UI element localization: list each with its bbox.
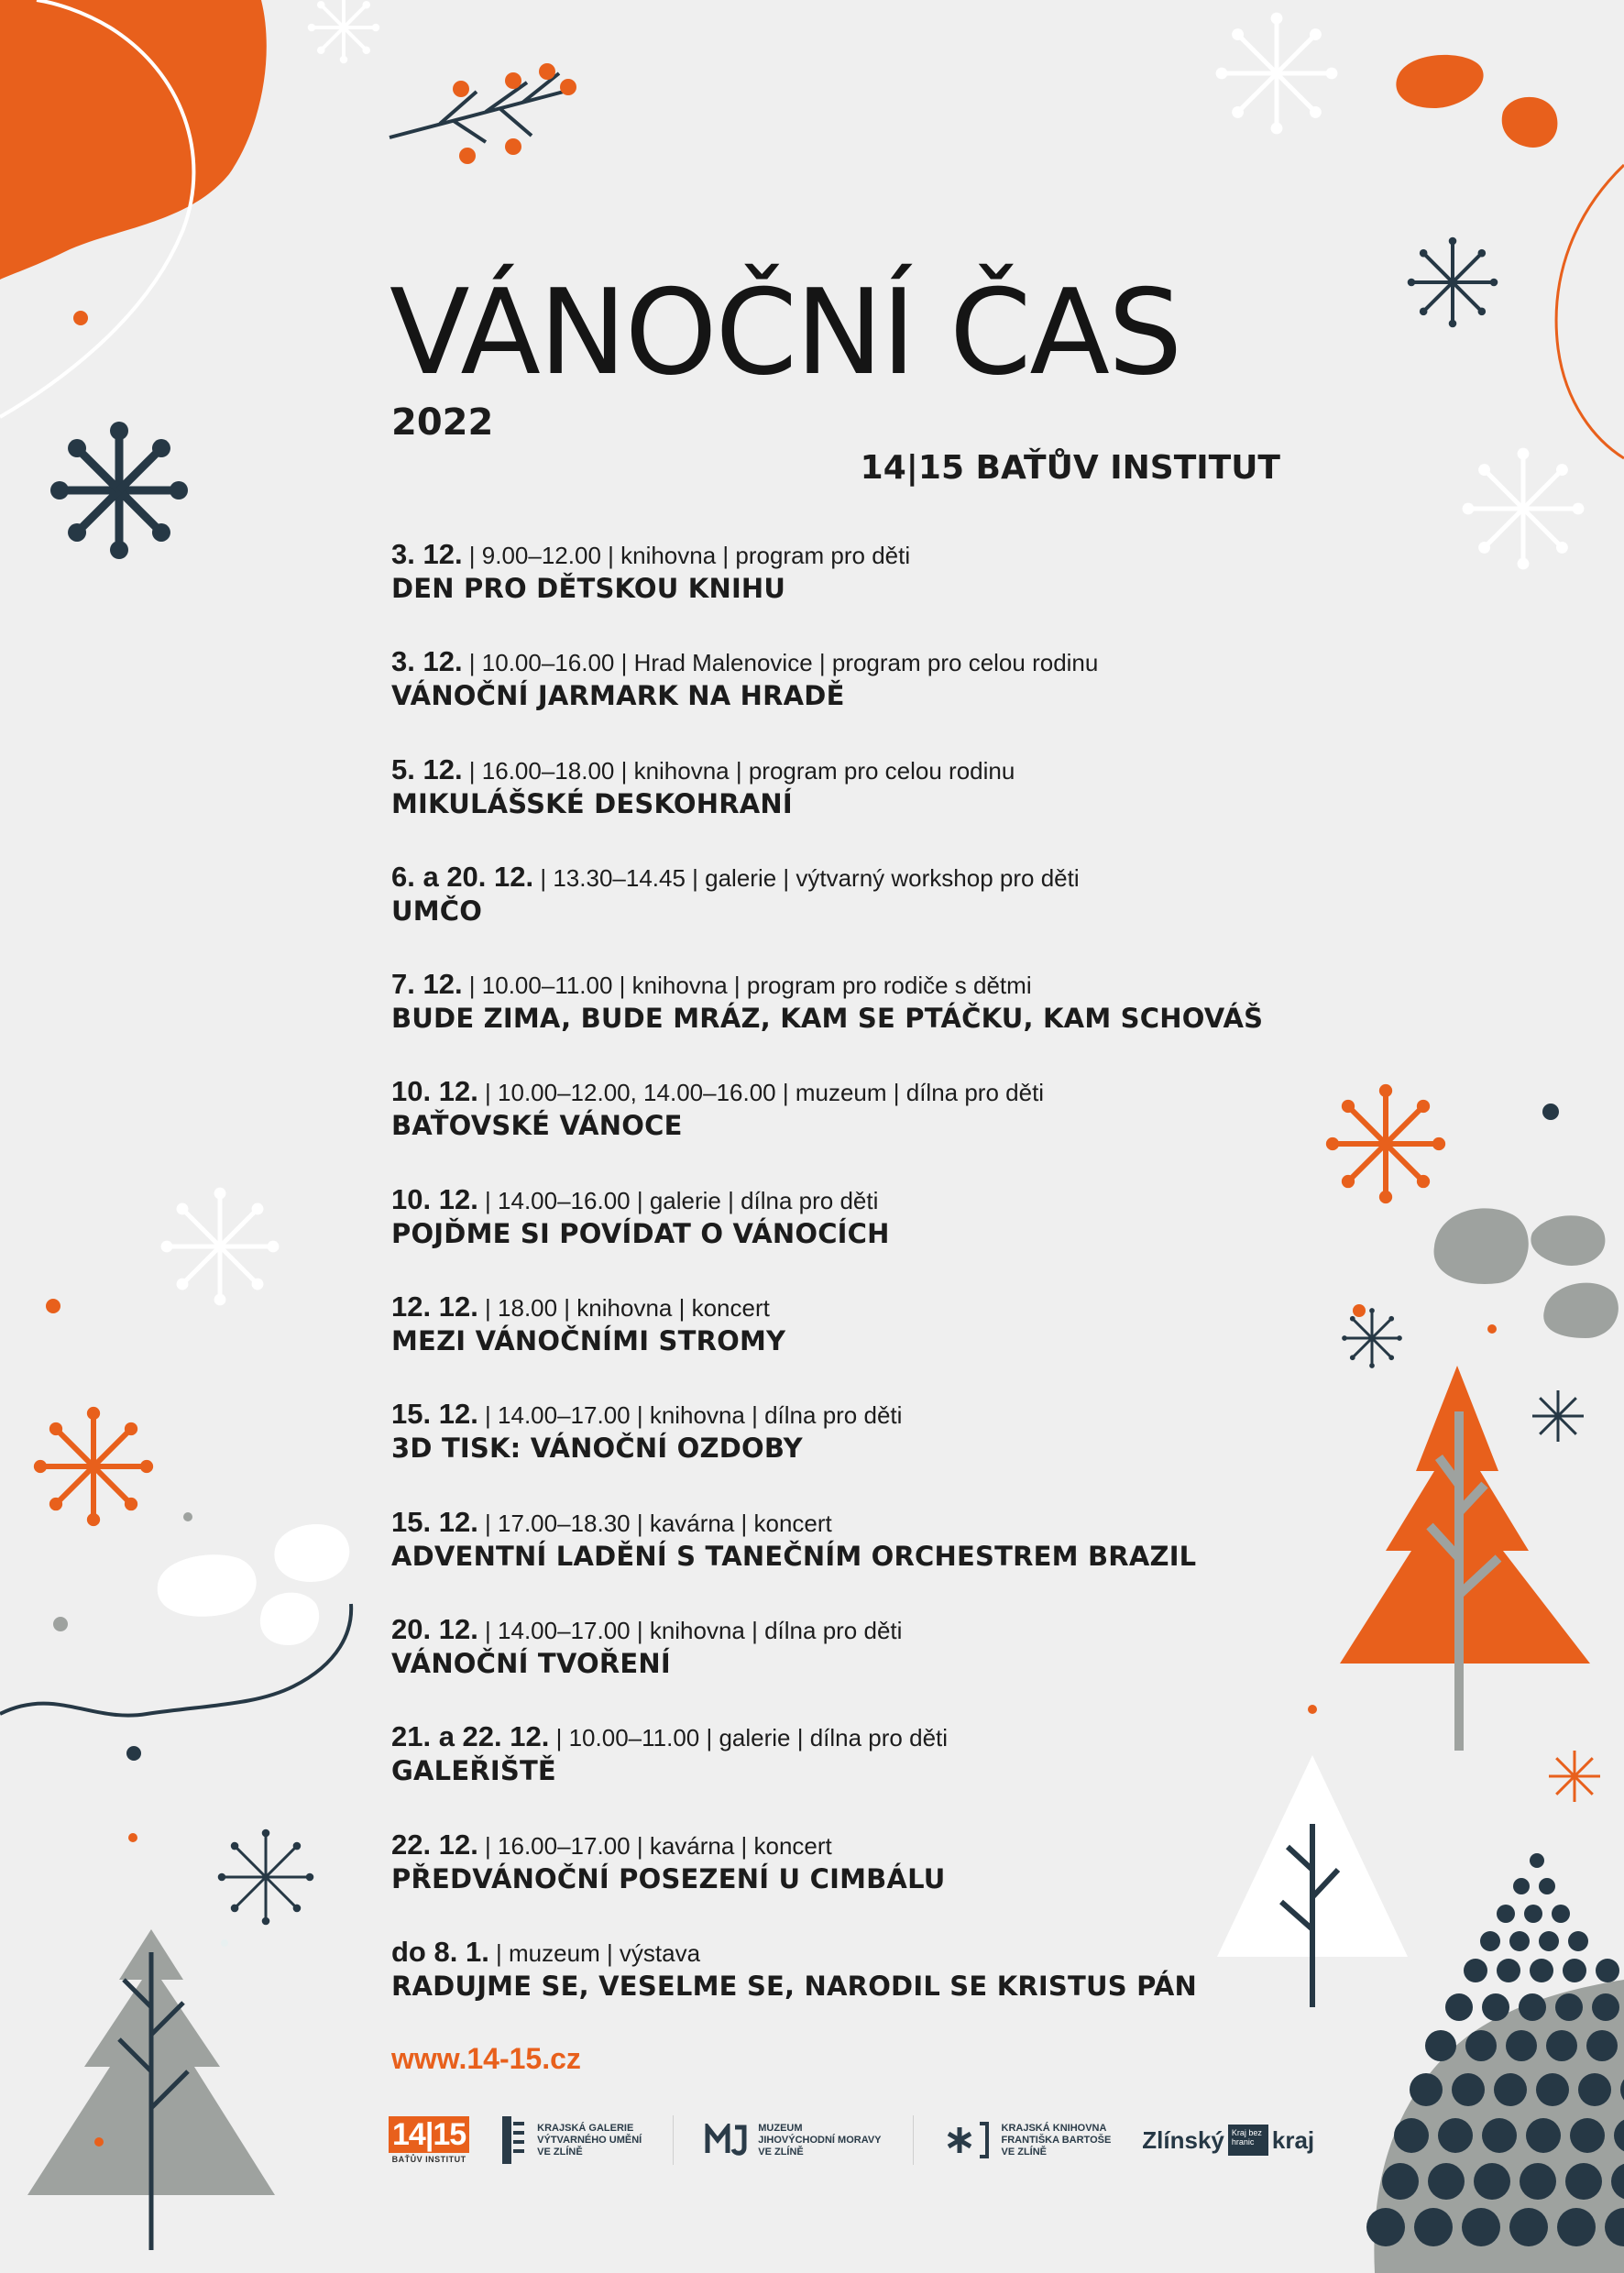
snowflake-icon <box>1463 448 1585 570</box>
orange-blob-top-left <box>0 0 267 280</box>
event-date: 7. 12. <box>391 968 463 1001</box>
pattern-dot <box>1452 2073 1485 2106</box>
event-item <box>391 1720 1262 1830</box>
pattern-dot <box>1474 2163 1510 2200</box>
event-meta <box>391 1182 1262 1215</box>
pattern-dot <box>1539 1878 1555 1894</box>
event-meta <box>391 968 1262 1001</box>
pattern-dot <box>1509 2208 1548 2246</box>
galerie-logo-text: KRAJSKÁ GALERIE VÝTVARNÉHO UMĚNÍ VE ZLÍNĚ <box>537 2122 642 2158</box>
event-date: 10. 12. <box>391 1075 478 1108</box>
event-details: | 16.00–18.00 | knihovna | program pro celou rodinu <box>468 756 1015 785</box>
kraj-right: kraj <box>1271 2125 1315 2154</box>
event-date: 20. 12. <box>391 1612 478 1645</box>
event-meta <box>391 1720 1262 1753</box>
knihovna-icon <box>945 2120 991 2160</box>
event-meta <box>391 645 1262 678</box>
event-meta <box>391 752 1262 785</box>
event-item <box>391 1828 1262 1938</box>
event-date: 10. 12. <box>391 1182 478 1215</box>
event-item <box>391 1400 1262 1508</box>
white-stone-3 <box>260 1593 319 1645</box>
event-details: | 16.00–17.00 | kavárna | koncert <box>485 1831 832 1860</box>
orange-blob-top-right-2 <box>1502 97 1558 148</box>
grey-stone-2 <box>1531 1215 1605 1266</box>
event-item <box>391 538 1262 648</box>
event-title: BAŤOVSKÉ VÁNOCE <box>391 1110 683 1142</box>
pattern-dot <box>1394 2118 1429 2153</box>
event-meta <box>391 1935 1262 1968</box>
galerie-logo <box>500 2116 642 2164</box>
pattern-dot <box>1592 1993 1619 2021</box>
event-item <box>391 1935 1262 2046</box>
white-stone-2 <box>274 1524 349 1582</box>
event-title: MIKULÁŠSKÉ DESKOHRANÍ <box>391 787 793 819</box>
event-meta <box>391 1290 1262 1323</box>
snowflake-icon <box>218 1829 314 1926</box>
pattern-dot <box>1530 1959 1553 1982</box>
pattern-dot <box>1425 2030 1456 2061</box>
event-item <box>391 860 1262 971</box>
pattern-dot <box>1480 1931 1500 1951</box>
pattern-dot <box>1513 1878 1530 1894</box>
event-title: RADUJME SE, VESELME SE, NARODIL SE KRISTUS PÁN <box>391 1970 1197 2002</box>
event-title: GALEŘIŠTĚ <box>391 1755 556 1787</box>
muzeum-logo-text: MUZEUM JIHOVÝCHODNÍ MORAVY VE ZLÍNĚ <box>758 2122 882 2158</box>
event-meta <box>391 1075 1262 1108</box>
event-details: | muzeum | výstava <box>496 1938 701 1967</box>
pattern-dot <box>1552 1905 1570 1923</box>
white-stone-1 <box>158 1554 257 1617</box>
event-item <box>391 1075 1262 1185</box>
pattern-dot <box>1536 2073 1569 2106</box>
event-details: | 10.00–16.00 | Hrad Malenovice | program pro celou rodinu <box>468 649 1099 677</box>
event-item <box>391 968 1264 1078</box>
event-title: ADVENTNÍ LADĚNÍ S TANEČNÍM ORCHESTREM BRAZIL <box>391 1540 1197 1572</box>
zlinsky-kraj-logo <box>1142 2125 1314 2156</box>
pattern-dot <box>1530 1853 1544 1868</box>
event-item <box>391 1290 1262 1400</box>
pattern-dot <box>1497 1959 1520 1982</box>
event-details: | 10.00–12.00, 14.00–16.00 | muzeum | dílna pro děti <box>485 1079 1045 1107</box>
event-item <box>391 752 1262 863</box>
event-title: VÁNOČNÍ JARMARK NA HRADĚ <box>391 680 845 712</box>
event-meta <box>391 1612 1262 1645</box>
pattern-dot <box>1546 2030 1577 2061</box>
event-title: PŘEDVÁNOČNÍ POSEZENÍ U CIMBÁLU <box>391 1862 946 1894</box>
event-title: DEN PRO DĚTSKOU KNIHU <box>391 573 786 604</box>
snowflake-icon <box>1532 1390 1584 1442</box>
event-date: 5. 12. <box>391 752 463 785</box>
pattern-dot <box>1464 1959 1487 1982</box>
pattern-dot <box>1563 1959 1586 1982</box>
logo-divider <box>673 2115 674 2165</box>
pattern-dot <box>1520 2163 1556 2200</box>
kraj-box: Kraj bez hranic <box>1228 2125 1268 2156</box>
pattern-dot <box>1506 2030 1537 2061</box>
event-details: | 13.30–14.45 | galerie | výtvarný workshop pro děti <box>540 863 1080 892</box>
berry-branch <box>390 73 564 142</box>
event-title: 3D TISK: VÁNOČNÍ OZDOBY <box>391 1433 803 1465</box>
grey-stone-3 <box>1543 1283 1619 1338</box>
event-date: 15. 12. <box>391 1505 478 1538</box>
pattern-dot <box>1557 2208 1596 2246</box>
pattern-dot <box>1382 2163 1419 2200</box>
venue-name: 14|15 BAŤŮV INSTITUT <box>860 449 1280 487</box>
orange-blob-top-right-1 <box>1396 55 1483 108</box>
event-details: | 18.00 | knihovna | koncert <box>485 1294 770 1323</box>
berries <box>453 63 576 164</box>
website-link[interactable]: www.14-15.cz <box>391 2042 581 2075</box>
event-date: do 8. 1. <box>391 1935 489 1968</box>
pattern-dot <box>1438 2118 1473 2153</box>
event-details: | 14.00–17.00 | knihovna | dílna pro děti <box>485 1616 903 1644</box>
pattern-dot <box>1570 2118 1605 2153</box>
event-details: | 17.00–18.30 | kavárna | koncert <box>485 1509 832 1537</box>
kraj-left: Zlínský <box>1142 2125 1224 2154</box>
event-meta <box>391 538 1262 570</box>
snowflake-icon <box>1342 1308 1402 1368</box>
event-date: 3. 12. <box>391 645 463 678</box>
snowflake-icon <box>1408 237 1498 328</box>
event-date: 3. 12. <box>391 538 463 570</box>
pattern-dot <box>1482 2118 1517 2153</box>
event-meta <box>391 1400 1262 1429</box>
logo-divider <box>913 2115 914 2165</box>
event-meta <box>391 1505 1262 1538</box>
snowflake-icon <box>308 0 380 63</box>
event-date: 15. 12. <box>391 1398 478 1431</box>
event-date: 21. a 22. 12. <box>391 1720 550 1753</box>
grey-stone-1 <box>1434 1208 1529 1284</box>
pattern-dot <box>1497 1905 1515 1923</box>
pattern-dot <box>1526 2118 1561 2153</box>
orange-dot <box>73 311 88 325</box>
event-title: VÁNOČNÍ TVOŘENÍ <box>391 1647 671 1679</box>
event-date: 12. 12. <box>391 1290 478 1323</box>
pattern-dot <box>1555 1993 1583 2021</box>
pattern-dot <box>1509 1931 1530 1951</box>
snowflake-icon <box>50 422 188 559</box>
snowflake-icon <box>1549 1751 1600 1802</box>
event-date: 6. a 20. 12. <box>391 860 534 893</box>
pattern-dot <box>1586 2030 1618 2061</box>
event-item <box>391 1612 1262 1723</box>
event-date: 22. 12. <box>391 1828 478 1861</box>
batuv-institut-logo <box>389 2116 469 2164</box>
pattern-dot <box>1410 2073 1443 2106</box>
pattern-dot <box>1428 2163 1465 2200</box>
event-meta <box>391 1828 1262 1861</box>
event-details: | 14.00–16.00 | galerie | dílna pro děti <box>485 1186 879 1214</box>
partner-logos <box>389 2108 1345 2172</box>
event-meta <box>391 860 1262 893</box>
pattern-dot <box>1539 1931 1559 1951</box>
event-details: | 10.00–11.00 | galerie | dílna pro děti <box>555 1724 949 1752</box>
event-details: | 10.00–11.00 | knihovna | program pro rodiče s dětmi <box>468 972 1032 1000</box>
pattern-dot <box>1565 2163 1602 2200</box>
galerie-icon <box>500 2116 526 2164</box>
knihovna-logo <box>945 2120 1112 2160</box>
orange-curve-right <box>1556 165 1624 458</box>
pattern-dot <box>1366 2208 1405 2246</box>
event-item <box>391 1505 1262 1616</box>
muzeum-logo <box>705 2123 881 2158</box>
event-details: | 9.00–12.00 | knihovna | program pro děti <box>468 542 911 569</box>
pattern-dot <box>1524 1905 1542 1923</box>
event-title: MEZI VÁNOČNÍMI STROMY <box>391 1325 786 1357</box>
pattern-dot <box>1445 1993 1473 2021</box>
snowflake-icon <box>34 1407 153 1526</box>
event-title: UMČO <box>391 895 483 927</box>
pattern-dot <box>1578 2073 1611 2106</box>
pattern-dot <box>1482 1993 1509 2021</box>
poster-year: 2022 <box>391 401 494 444</box>
event-item <box>391 1182 1262 1293</box>
pattern-dot <box>1519 1993 1546 2021</box>
batuv-logo-mark: 14|15 <box>389 2116 469 2153</box>
batuv-logo-sub: BAŤŮV INSTITUT <box>391 2155 466 2164</box>
pattern-dot <box>1494 2073 1527 2106</box>
snowflake-icon <box>1326 1084 1445 1203</box>
event-item <box>391 645 1262 755</box>
event-title: BUDE ZIMA, BUDE MRÁZ, KAM SE PTÁČKU, KAM SCHOVÁŠ <box>391 1003 1264 1035</box>
event-title: POJĎME SI POVÍDAT O VÁNOCÍCH <box>391 1217 890 1249</box>
snowflake-icon <box>1216 13 1338 135</box>
pattern-dot <box>1414 2208 1453 2246</box>
pattern-dot <box>1465 2030 1497 2061</box>
snowflake-icon <box>161 1188 280 1306</box>
pattern-dot <box>1596 1959 1619 1982</box>
poster-title: VÁNOČNÍ ČAS <box>390 265 1181 401</box>
event-list <box>391 538 1264 2046</box>
muzeum-icon <box>705 2124 747 2157</box>
pattern-dot <box>1568 1931 1588 1951</box>
knihovna-logo-text: KRAJSKÁ KNIHOVNA FRANTIŠKA BARTOŠE VE ZLÍNĚ <box>1001 2122 1112 2158</box>
pattern-dot <box>1462 2208 1500 2246</box>
event-details: | 14.00–17.00 | knihovna | dílna pro děti <box>485 1401 903 1430</box>
